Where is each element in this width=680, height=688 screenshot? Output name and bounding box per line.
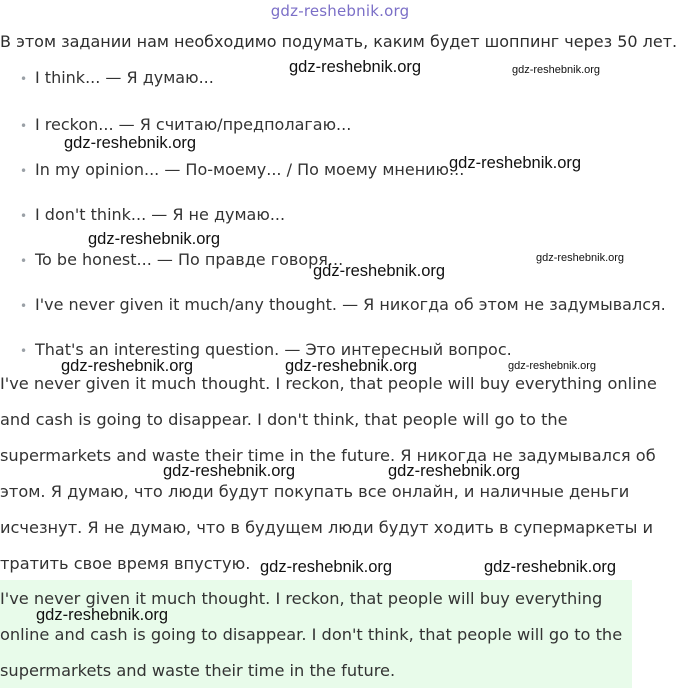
watermark: gdz-reshebnik.org [163,462,296,480]
answer-line: online and cash is going to disappear. I don't think, that people will go to the [0,625,623,644]
watermark: gdz-reshebnik.org [285,357,418,375]
bullet-icon: • [20,344,28,358]
phrase-text: That's an interesting question. — Это интересный вопрос. [35,340,512,359]
phrase-item [20,250,343,269]
answer-line: I've never given it much thought. I reckon, that people will buy everything [0,589,603,608]
bullet-icon: • [20,72,28,86]
watermark: gdz-reshebnik.org [508,360,597,372]
answer-line: supermarkets and waste their time in the future. [0,661,396,680]
watermark: gdz-reshebnik.org [536,252,625,264]
example-line: этом. Я думаю, что люди будут покупать все онлайн, и наличные деньги [0,482,630,501]
phrase-text: I've never given it much/any thought. — Я никогда об этом не задумывался. [35,295,666,314]
watermark: gdz-reshebnik.org [484,558,617,576]
phrase-item [20,68,214,87]
task-intro: В этом задании нам необходимо подумать, каким будет шоппинг через 50 лет. [0,32,678,51]
phrase-text: I think... — Я думаю... [35,68,214,87]
watermark: gdz-reshebnik.org [388,462,521,480]
watermark: gdz-reshebnik.org [88,230,221,248]
phrase-item [20,205,285,224]
example-line: исчезнут. Я не думаю, что в будущем люди будут ходить в супермаркеты и [0,518,654,537]
bullet-icon: • [20,254,28,268]
bullet-icon: • [20,119,28,133]
phrase-item [20,160,464,179]
phrase-text: In my opinion... — По-моему... / По моему мнению... [35,160,465,179]
phrase-text: I don't think... — Я не думаю... [35,205,286,224]
phrase-item [20,295,666,314]
example-line: supermarkets and waste their time in the future. Я никогда не задумывался об [0,446,656,465]
watermark: gdz-reshebnik.org [61,357,194,375]
phrase-item [20,115,351,134]
phrase-text: To be honest... — По правде говоря... [35,250,344,269]
site-header-link[interactable]: gdz-reshebnik.org [270,2,410,20]
bullet-icon: • [20,164,28,178]
watermark: gdz-reshebnik.org [36,606,169,624]
watermark: gdz-reshebnik.org [313,262,446,280]
bullet-icon: • [20,209,28,223]
watermark: gdz-reshebnik.org [512,64,601,76]
example-line: I've never given it much thought. I reckon, that people will buy everything online [0,374,657,393]
phrase-text: I reckon... — Я считаю/предполагаю... [35,115,352,134]
example-line: тратить свое время впустую. [0,554,251,573]
watermark: gdz-reshebnik.org [64,134,197,152]
watermark: gdz-reshebnik.org [449,154,582,172]
example-line: and cash is going to disappear. I don't think, that people will go to the [0,410,568,429]
watermark: gdz-reshebnik.org [289,58,422,76]
bullet-icon: • [20,299,28,313]
watermark: gdz-reshebnik.org [260,558,393,576]
